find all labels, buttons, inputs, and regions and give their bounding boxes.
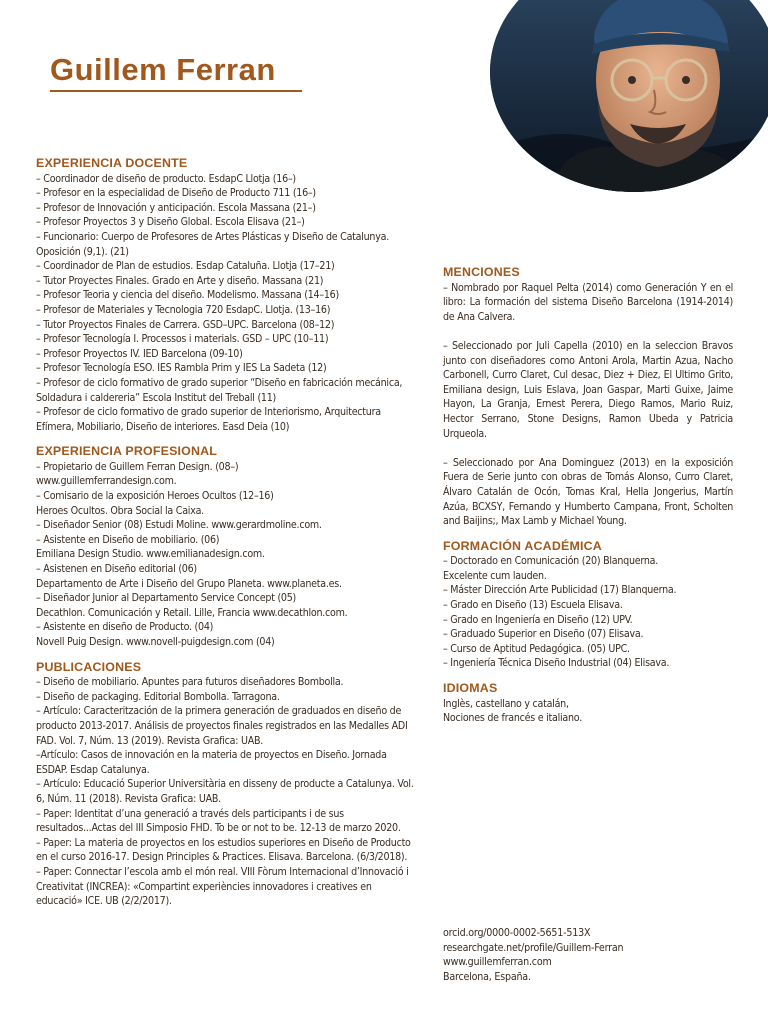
list-item: – Diseñador Junior al Departamento Service Concept (05) (36, 592, 297, 605)
list-item: www.guillemferrandesign.com. (36, 475, 177, 488)
spacer (443, 441, 733, 456)
list-item: – Coordinador de diseño de producto. EsdapC Llotja (16–) (36, 172, 296, 185)
list-item: – Profesor de ciclo formativo de grado superior “Diseño en fabricación mecánica, Soldadura i caldereria” Escola Institut del Treball (11) (36, 376, 403, 404)
list-item: – Tutor Proyectos Finales de Carrera. GSD–UPC. Barcelona (08–12) (36, 318, 335, 331)
list-item: Inglès, castellano y catalán, (443, 697, 569, 710)
list-item: Decathlon. Comunicación y Retail. Lille, Francia www.decathlon.com. (36, 606, 348, 619)
orcid-link[interactable]: orcid.org/0000-0002-5651-513X (443, 927, 591, 939)
section-title-experiencia-docente: EXPERIENCIA DOCENTE (36, 156, 188, 170)
list-item: – Graduado Superior en Diseño (07) Elisava. (443, 628, 644, 641)
list-item: – Ingeniería Técnica Diseño Industrial (04) Elisava. (443, 657, 670, 670)
list-item: –Artículo: Casos de innovación en la materia de proyectos en Diseño. Jornada ESDAP. Esdap Catalunya. (36, 749, 387, 776)
list-item: – Profesor de Innovación y anticipación. Escola Massana (21–) (36, 201, 316, 214)
list-item: Nociones de francés e italiano. (443, 712, 582, 725)
list-item: – Artículo: Caracteritzación de la primera generación de graduados en diseño de producto 2013-2017. Análisis de proyectos finales registrados en las Medalles ADI FAD. Vol. 7, Núm. 13 (2019). Revista Grafica: UAB. (36, 705, 408, 747)
list-item: – Profesor Tecnología I. Processos i materials. GSD – UPC (10–11) (36, 333, 329, 346)
menciones-list (443, 281, 733, 529)
left-column (36, 156, 414, 909)
list-item: – Grado en Ingeniería en Diseño (12) UPV. (443, 613, 633, 626)
list-item: – Profesor de Materiales y Tecnologia 720 EsdapC. Llotja. (13–16) (36, 303, 331, 316)
list-item: – Diseño de packaging. Editorial Bombolla. Tarragona. (36, 690, 280, 703)
spacer (443, 324, 733, 339)
list-item: Heroes Ocultos. Obra Social la Caixa. (36, 504, 204, 517)
cv-name: Guillem Ferran (50, 52, 276, 87)
list-item: – Doctorado en Comunicación (20) Blanquerna. (443, 555, 658, 568)
list-item: – Paper: Connectar l’escola amb el món real. VIII Fòrum Internacional d’Innovació i Creativitat (INCREA): «Compartint experiències innovadores i creatives en educació» ICE. UB (2/2/2017). (36, 865, 409, 908)
section-title-publicaciones: PUBLICACIONES (36, 659, 142, 674)
section-title-idiomas: IDIOMAS (443, 681, 498, 696)
contact-block (443, 926, 623, 984)
section-title-experiencia-profesional: EXPERIENCIA PROFESIONAL (36, 444, 218, 459)
list-item: – Paper: La materia de proyectos en los estudios superiores en Diseño de Producto en el curso 2016-17. Design Principles & Practices. Elisava. Barcelona. (6/3/2018). (36, 836, 411, 864)
list-item: – Tutor Proyectes Finales. Grado en Arte y diseño. Massana (21) (36, 274, 324, 287)
list-item: – Profesor Teoria y ciencia del diseño. Modelismo. Massana (14–16) (36, 289, 339, 302)
list-item: – Seleccionado por Juli Capella (2010) en la seleccion Bravos junto con diseñadores como Antoni Arola, Martin Azua, Nacho Carbonell, Curro Claret, Cul desac, Diez + Diez, El Ultimo Grito, Emiliana design, Luis Eslava, Joan Gaspar, Marti Guixe, Jaime Hayon, La Granja, Ernest Perera, Diego Ramos, Mario Ruiz, Hector Serrano, Stone Designs, Ramon Ubeda y Patricia Urqueola. (443, 339, 733, 440)
portrait-photo (490, 0, 768, 192)
list-item: – Asistente en Diseño de mobiliario. (06) (36, 533, 220, 546)
list-item: – Profesor de ciclo formativo de grado superior de Interiorismo, Arquitectura Efímera, Mobiliario, Diseño de interiores. Easd Deia (10) (36, 406, 381, 433)
list-item: – Asistente en diseño de Producto. (04) (36, 621, 214, 634)
idiomas-list (443, 697, 733, 726)
list-item: – Funcionario: Cuerpo de Profesores de Artes Plásticas y Diseño de Catalunya. Oposición (9,1). (21) (36, 230, 389, 258)
list-item: – Nombrado por Raquel Pelta (2014) como Generación Y en el libro: La formación del sistema Diseño Barcelona (1914-2014) de Ana Calvera. (443, 281, 733, 323)
researchgate-link[interactable]: researchgate.net/profile/Guillem-Ferran (443, 941, 624, 954)
publicaciones-list (36, 675, 414, 909)
list-item: Novell Puig Design. www.novell-puigdesign.com (04) (36, 636, 275, 648)
formacion-list (443, 554, 733, 671)
location-text: Barcelona, España. (443, 970, 531, 983)
list-item: – Grado en Diseño (13) Escuela Elisava. (443, 599, 623, 612)
name-underline (50, 90, 302, 92)
list-item: – Seleccionado por Ana Dominguez (2013) en la exposición Fuera de Serie junto con obras de Tomás Alonso, Curro Claret, Álvaro Catalán de Ocón, Tomas Kral, Hella Jongerius, Martín Azúa, BCXSY, Fernando y Humberto Campana, Front, Scholten and Baijins;, Max Lamb y Michael Young. (443, 456, 733, 528)
list-item: Departamento de Arte i Diseño del Grupo Planeta. www.planeta.es. (36, 577, 342, 590)
experiencia-docente-list (36, 172, 414, 435)
list-item: – Artículo: Educació Superior Universitària en disseny de producte a Catalunya. Vol. 6, Núm. 11 (2018). Revista Grafica: UAB. (36, 778, 414, 805)
list-item: – Profesor en la especialidad de Diseño de Producto 711 (16–) (36, 187, 316, 200)
section-title-formacion: FORMACIÓN ACADÉMICA (443, 538, 602, 553)
list-item: – Coordinador de Plan de estudios. Esdap Cataluña. Llotja (17–21) (36, 260, 335, 273)
list-item: – Profesor Tecnología ESO. IES Rambla Prim y IES La Sadeta (12) (36, 362, 327, 375)
list-item: – Curso de Aptitud Pedagógica. (05) UPC. (443, 642, 630, 655)
list-item: – Profesor Proyectos IV. IED Barcelona (09-10) (36, 347, 243, 360)
list-item: – Paper: Identitat d’una generació a través dels participants i de sus resultados...Actas del III Simposio FHD. To be or not to be. 12-13 de marzo 2020. (36, 807, 401, 835)
list-item: – Profesor Proyectos 3 y Diseño Global. Escola Elisava (21–) (36, 216, 305, 229)
list-item: – Diseñador Senior (08) Estudi Moline. www.gerardmoline.com. (36, 519, 322, 532)
list-item: Excelente cum lauden. (443, 569, 547, 582)
list-item: – Comisario de la exposición Heroes Ocultos (12–16) (36, 490, 274, 503)
list-item: – Asistenen en Diseño editorial (06) (36, 563, 197, 576)
right-column (443, 265, 733, 726)
experiencia-profesional-list (36, 460, 414, 650)
section-title-menciones: MENCIONES (443, 265, 520, 279)
list-item: – Propietario de Guillem Ferran Design. (08–) (36, 460, 239, 473)
website-link[interactable]: www.guillemferran.com (443, 956, 552, 969)
list-item: – Diseño de mobiliario. Apuntes para futuros diseñadores Bombolla. (36, 676, 344, 689)
list-item: Emiliana Design Studio. www.emilianadesign.com. (36, 548, 265, 561)
list-item: – Máster Dirección Arte Publicidad (17) Blanquerna. (443, 584, 677, 597)
